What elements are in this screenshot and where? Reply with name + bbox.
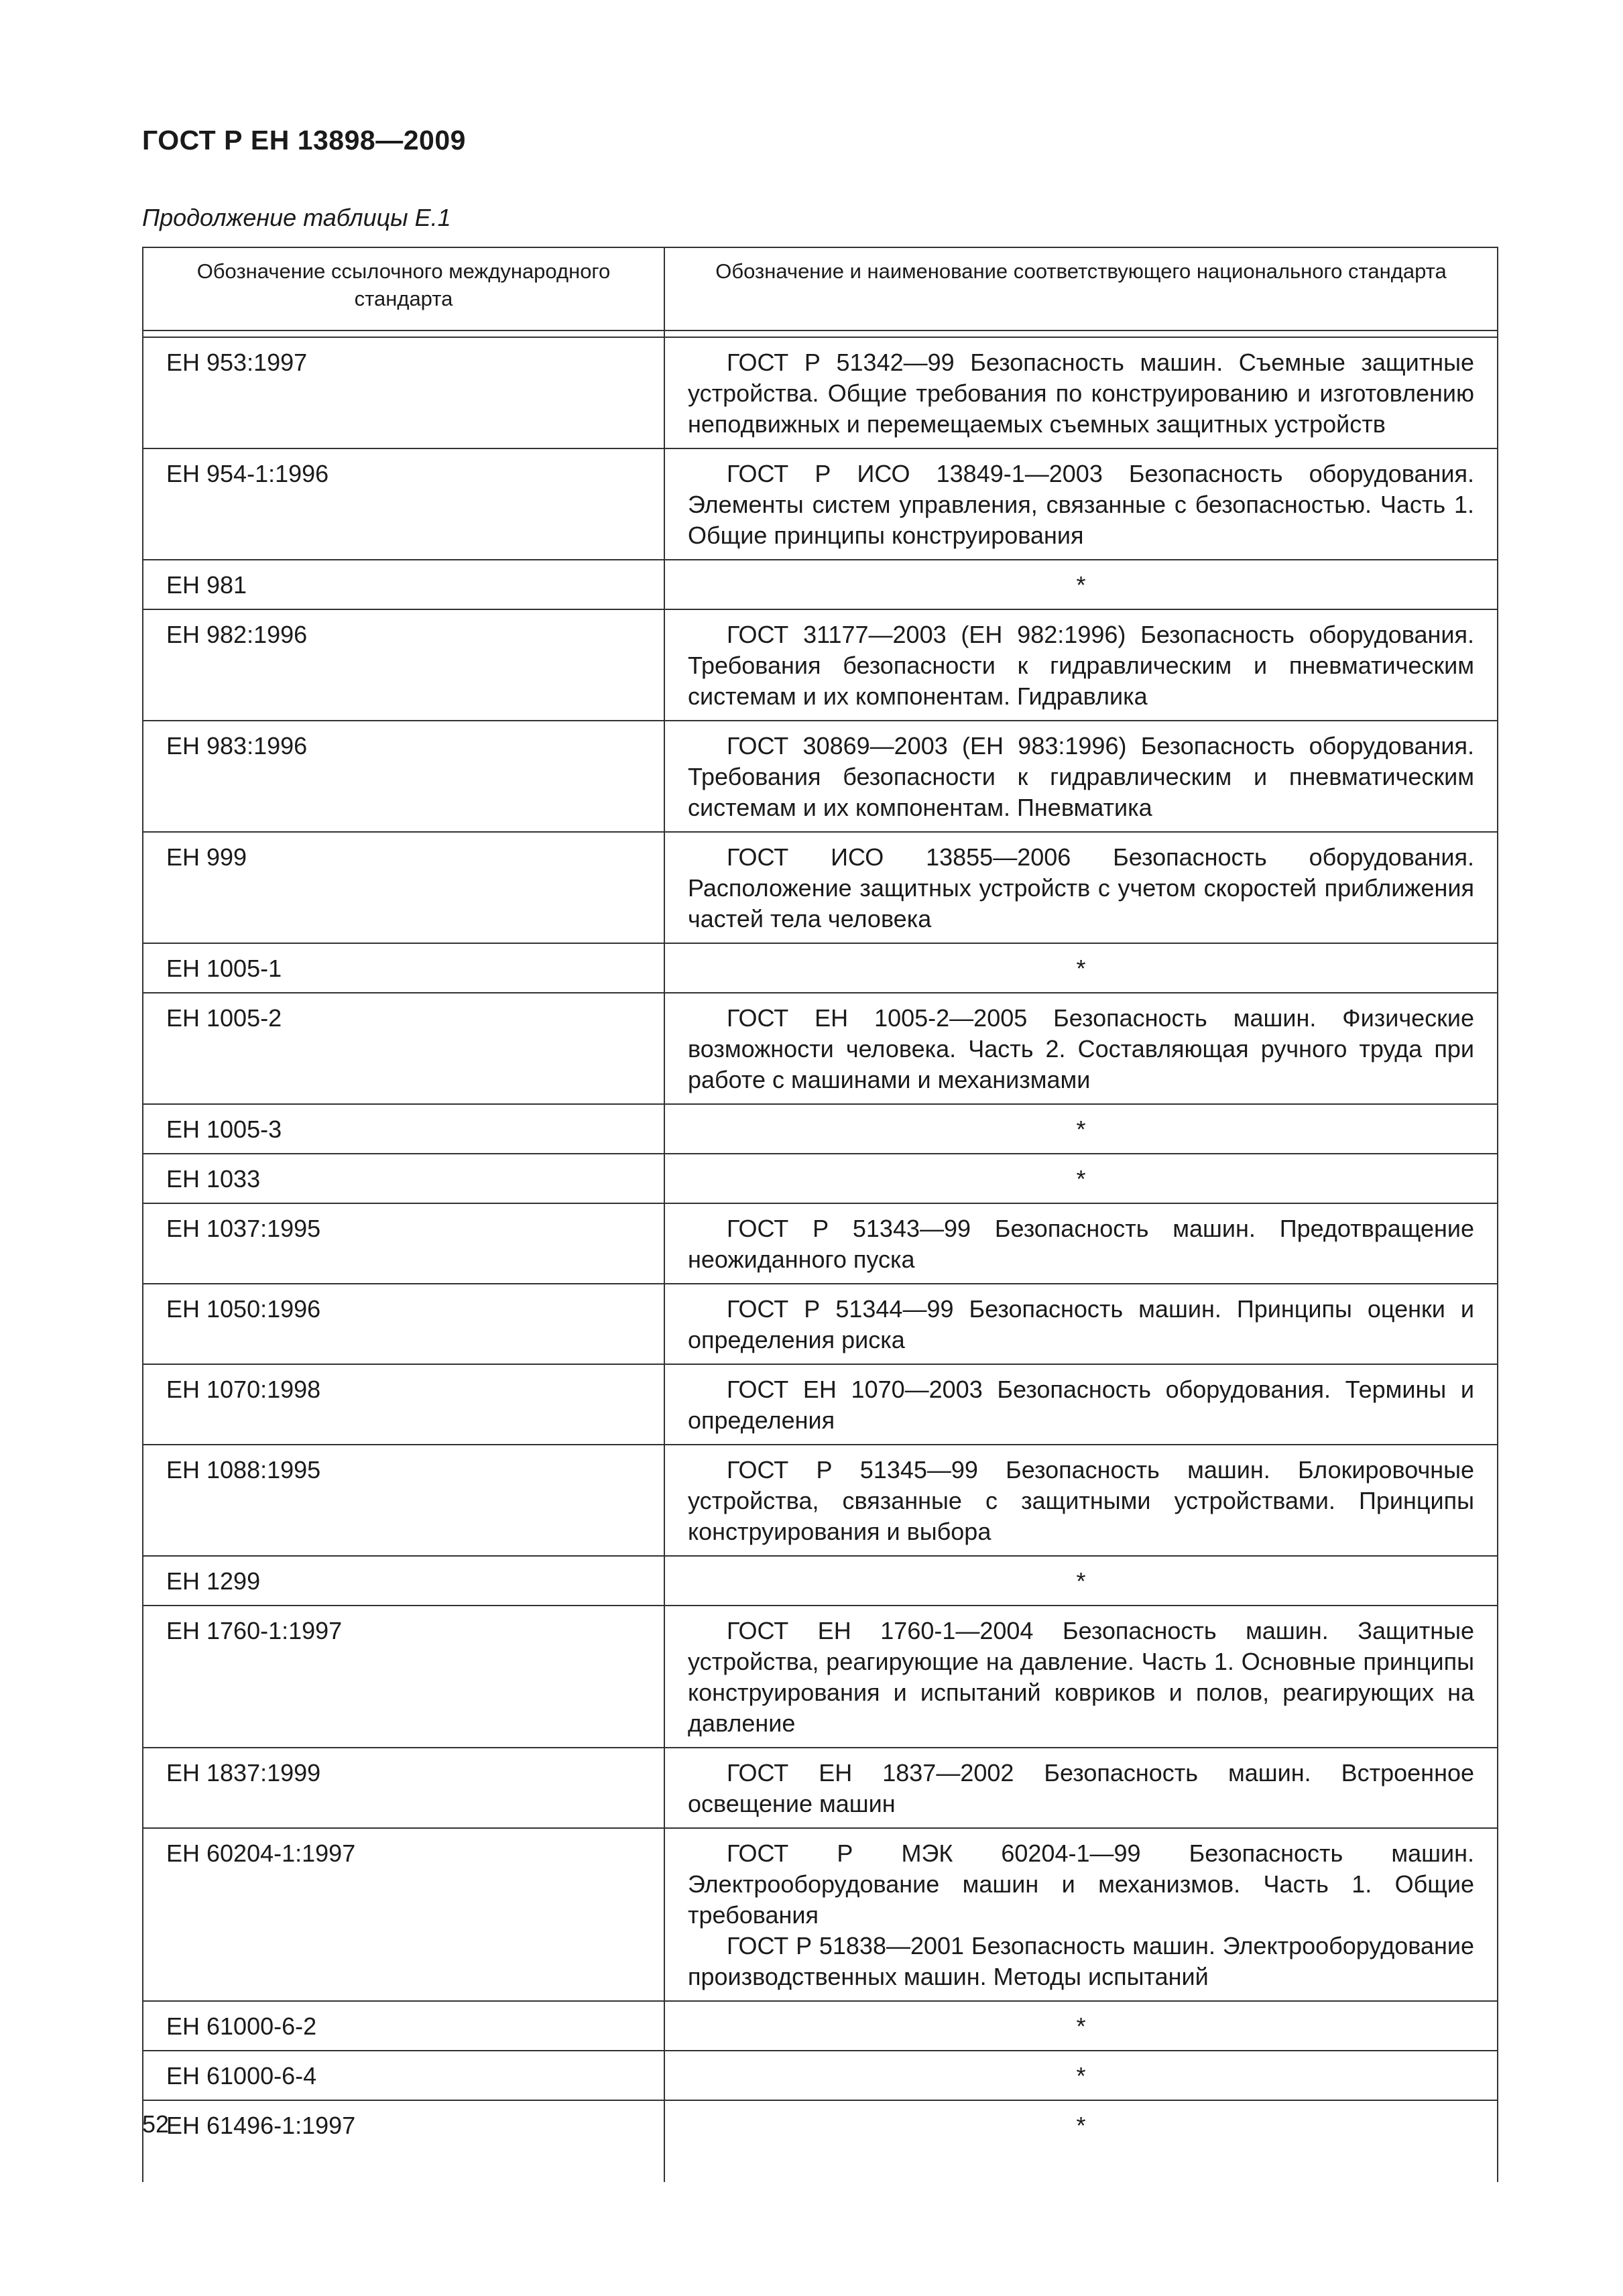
reference-standard-cell: ЕН 61000-6-2 <box>143 2001 664 2051</box>
reference-standard-cell: ЕН 61000-6-4 <box>143 2051 664 2100</box>
table-row <box>143 1104 1498 1154</box>
national-standard-text: ГОСТ Р ИСО 13849-1—2003 Безопасность оборудования. Элементы систем управления, связанные с безопасностью. Часть 1. Общие принципы конструирования <box>688 460 1474 549</box>
table-row <box>143 1154 1498 1203</box>
national-standard-cell <box>664 1828 1498 2001</box>
reference-standard-cell: ЕН 999 <box>143 832 664 943</box>
table-row <box>143 2100 1498 2182</box>
table-row <box>143 832 1498 943</box>
reference-standard-cell: ЕН 1033 <box>143 1154 664 1203</box>
reference-standard-cell: ЕН 953:1997 <box>143 337 664 448</box>
national-standard-cell <box>664 448 1498 560</box>
reference-standard-cell: ЕН 61496-1:1997 <box>143 2100 664 2182</box>
column-header-reference: Обозначение ссылочного международного стандарта <box>143 247 664 330</box>
no-equivalent-mark: * <box>1076 1567 1086 1595</box>
reference-standard-cell: ЕН 982:1996 <box>143 609 664 721</box>
table-row <box>143 2051 1498 2100</box>
national-standard-cell <box>664 993 1498 1104</box>
table-row <box>143 1828 1498 2001</box>
column-header-national: Обозначение и наименование соответствующего национального стандарта <box>664 247 1498 330</box>
national-standard-text: ГОСТ ЕН 1760-1—2004 Безопасность машин. Защитные устройства, реагирующие на давление. Часть 1. Основные принципы конструирования и испытаний ковриков и полов, реагирующих на давление <box>688 1617 1474 1737</box>
national-standard-cell <box>664 1154 1498 1203</box>
reference-standard-cell: ЕН 954-1:1996 <box>143 448 664 560</box>
reference-standard-cell: ЕН 60204-1:1997 <box>143 1828 664 2001</box>
reference-standard-cell: ЕН 1088:1995 <box>143 1445 664 1556</box>
no-equivalent-mark: * <box>1076 571 1086 599</box>
national-standard-text: ГОСТ 30869—2003 (ЕН 983:1996) Безопасность оборудования. Требования безопасности к гидравлическим и пневматическим системам и их компонентам. Пневматика <box>688 732 1474 821</box>
table-row <box>143 560 1498 609</box>
national-standard-cell <box>664 1606 1498 1748</box>
no-equivalent-mark: * <box>1076 2112 1086 2139</box>
national-standard-cell <box>664 560 1498 609</box>
no-equivalent-mark: * <box>1076 2012 1086 2040</box>
table-header-row <box>143 247 1498 330</box>
national-standard-cell <box>664 1203 1498 1284</box>
national-standard-cell <box>664 337 1498 448</box>
reference-standard-cell: ЕН 1050:1996 <box>143 1284 664 1364</box>
national-standard-text: ГОСТ Р 51838—2001 Безопасность машин. Электрооборудование производственных машин. Методы испытаний <box>688 1932 1474 1990</box>
national-standard-cell <box>664 1748 1498 1828</box>
table-row <box>143 1364 1498 1445</box>
table-row <box>143 609 1498 721</box>
national-standard-cell <box>664 1364 1498 1445</box>
table-row <box>143 337 1498 448</box>
national-standard-cell <box>664 609 1498 721</box>
table-row <box>143 448 1498 560</box>
national-standard-cell <box>664 2100 1498 2182</box>
national-standard-cell <box>664 2051 1498 2100</box>
reference-standard-cell: ЕН 1005-3 <box>143 1104 664 1154</box>
page-number: 52 <box>142 2110 170 2138</box>
table-row <box>143 993 1498 1104</box>
table-row <box>143 2001 1498 2051</box>
table-row <box>143 1748 1498 1828</box>
national-standard-cell <box>664 1556 1498 1606</box>
table-row <box>143 943 1498 993</box>
reference-standard-cell: ЕН 981 <box>143 560 664 609</box>
reference-standard-cell: ЕН 1760-1:1997 <box>143 1606 664 1748</box>
reference-standard-cell: ЕН 1299 <box>143 1556 664 1606</box>
national-standard-text: ГОСТ ЕН 1005-2—2005 Безопасность машин. Физические возможности человека. Часть 2. Составляющая ручного труда при работе с машинами и механизмами <box>688 1004 1474 1093</box>
table-body <box>143 337 1498 2182</box>
national-standard-text: ГОСТ Р 51342—99 Безопасность машин. Съемные защитные устройства. Общие требования по конструированию и изготовлению неподвижных и перемещаемых съемных защитных устройств <box>688 349 1474 438</box>
reference-table <box>142 247 1498 2182</box>
national-standard-cell <box>664 1104 1498 1154</box>
table-caption: Продолжение таблицы Е.1 <box>142 204 451 231</box>
national-standard-text: ГОСТ ИСО 13855—2006 Безопасность оборудования. Расположение защитных устройств с учетом скоростей приближения частей тела человека <box>688 843 1474 932</box>
national-standard-text: ГОСТ Р 51345—99 Безопасность машин. Блокировочные устройства, связанные с защитными устройствами. Принципы конструирования и выбора <box>688 1456 1474 1545</box>
national-standard-cell <box>664 1284 1498 1364</box>
document-header: ГОСТ Р ЕН 13898—2009 <box>142 125 466 156</box>
national-standard-text: ГОСТ Р МЭК 60204-1—99 Безопасность машин. Электрооборудование машин и механизмов. Часть 1. Общие требования <box>688 1839 1474 1929</box>
no-equivalent-mark: * <box>1076 955 1086 982</box>
table-row <box>143 1556 1498 1606</box>
no-equivalent-mark: * <box>1076 2062 1086 2090</box>
reference-standard-cell: ЕН 1070:1998 <box>143 1364 664 1445</box>
no-equivalent-mark: * <box>1076 1115 1086 1143</box>
reference-standard-cell: ЕН 1005-1 <box>143 943 664 993</box>
national-standard-cell <box>664 832 1498 943</box>
national-standard-text: ГОСТ ЕН 1070—2003 Безопасность оборудования. Термины и определения <box>688 1376 1474 1434</box>
reference-standard-cell: ЕН 983:1996 <box>143 721 664 832</box>
header-separator <box>143 330 1498 337</box>
national-standard-text: ГОСТ Р 51344—99 Безопасность машин. Принципы оценки и определения риска <box>688 1295 1474 1353</box>
table-row <box>143 1203 1498 1284</box>
table-row <box>143 1606 1498 1748</box>
national-standard-cell <box>664 1445 1498 1556</box>
table-row <box>143 721 1498 832</box>
table-row <box>143 1445 1498 1556</box>
reference-standard-cell: ЕН 1037:1995 <box>143 1203 664 1284</box>
national-standard-text: ГОСТ 31177—2003 (ЕН 982:1996) Безопасность оборудования. Требования безопасности к гидравлическим и пневматическим системам и их компонентам. Гидравлика <box>688 621 1474 710</box>
national-standard-cell <box>664 943 1498 993</box>
national-standard-text: ГОСТ ЕН 1837—2002 Безопасность машин. Встроенное освещение машин <box>688 1759 1474 1817</box>
national-standard-cell <box>664 2001 1498 2051</box>
reference-standard-cell: ЕН 1837:1999 <box>143 1748 664 1828</box>
table-row <box>143 1284 1498 1364</box>
no-equivalent-mark: * <box>1076 1165 1086 1193</box>
reference-standard-cell: ЕН 1005-2 <box>143 993 664 1104</box>
national-standard-cell <box>664 721 1498 832</box>
national-standard-text: ГОСТ Р 51343—99 Безопасность машин. Предотвращение неожиданного пуска <box>688 1215 1474 1273</box>
